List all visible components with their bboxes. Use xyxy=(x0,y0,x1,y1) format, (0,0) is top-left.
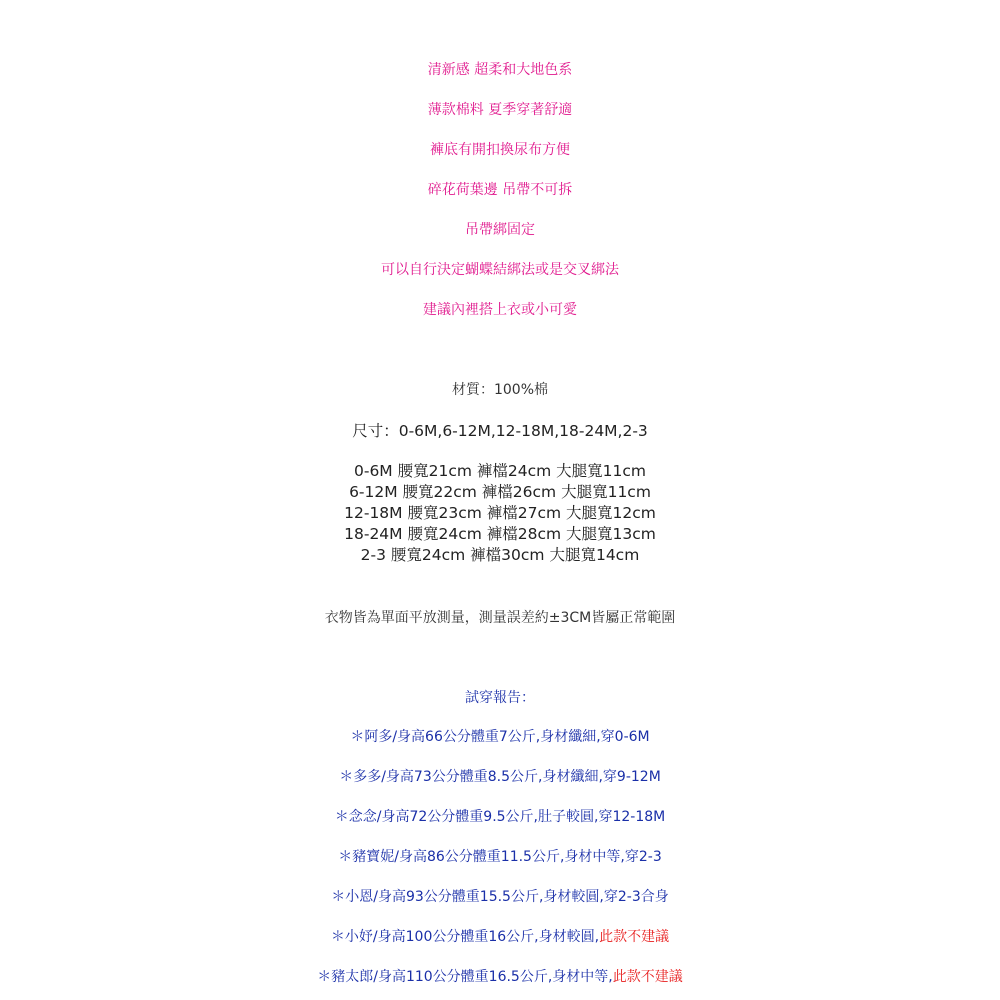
feature-line: 褲底有開扣換尿布方便 xyxy=(430,142,570,158)
measurement-row: 12-18M 腰寬23cm 褲檔27cm 大腿寬12cm xyxy=(344,504,656,522)
feature-line: 建議內裡搭上衣或小可愛 xyxy=(423,302,577,318)
trial-report-item xyxy=(0,927,1000,947)
trial-report-warning: 此款不建議 xyxy=(599,929,670,945)
trial-report-text: ＊豬寶妮/身高86公分體重11.5公斤,身材中等,穿2-3 xyxy=(338,849,662,865)
measurement-row: 18-24M 腰寬24cm 褲檔28cm 大腿寬13cm xyxy=(344,525,656,543)
trial-report-text: ＊小妤/身高100公分體重16公斤,身材較圓, xyxy=(330,929,600,945)
trial-report-text: ＊念念/身高72公分體重9.5公斤,肚子較圓,穿12-18M xyxy=(334,809,666,825)
material-line: 材質：100%棉 xyxy=(451,382,549,398)
feature-line: 碎花荷葉邊 吊帶不可拆 xyxy=(427,182,573,198)
trial-report-item xyxy=(0,887,1000,907)
trial-report-item xyxy=(0,727,1000,747)
feature-line: 清新感 超柔和大地色系 xyxy=(427,62,573,78)
trial-report-item xyxy=(0,807,1000,827)
measurement-row: 2-3 腰寬24cm 褲檔30cm 大腿寬14cm xyxy=(360,546,640,564)
trial-report-warning: 此款不建議 xyxy=(612,969,683,985)
measurement-note: 衣物皆為單面平放測量，測量誤差約±3CM皆屬正常範圍 xyxy=(324,610,676,626)
trial-report-text: ＊阿多/身高66公分體重7公斤,身材纖細,穿0-6M xyxy=(350,729,650,745)
measurement-row: 6-12M 腰寬22cm 褲檔26cm 大腿寬11cm xyxy=(349,483,651,501)
feature-line: 可以自行決定蝴蝶結綁法或是交叉綁法 xyxy=(381,262,619,278)
trial-report-text: ＊豬太郎/身高110公分體重16.5公斤,身材中等, xyxy=(317,969,613,985)
feature-line: 薄款棉料 夏季穿著舒適 xyxy=(427,102,573,118)
trial-report-text: ＊小恩/身高93公分體重15.5公斤,身材較圓,穿2-3合身 xyxy=(331,889,669,905)
sizes-line: 尺寸：0-6M,6-12M,12-18M,18-24M,2-3 xyxy=(352,422,648,440)
measurement-row: 0-6M 腰寬21cm 褲檔24cm 大腿寬11cm xyxy=(353,462,646,480)
feature-line: 吊帶綁固定 xyxy=(465,222,535,238)
trial-report-item xyxy=(0,767,1000,787)
trial-report-title: 試穿報告： xyxy=(465,690,535,706)
trial-report-item xyxy=(0,967,1000,987)
trial-report-text: ＊多多/身高73公分體重8.5公斤,身材纖細,穿9-12M xyxy=(339,769,661,785)
trial-report-item xyxy=(0,847,1000,867)
